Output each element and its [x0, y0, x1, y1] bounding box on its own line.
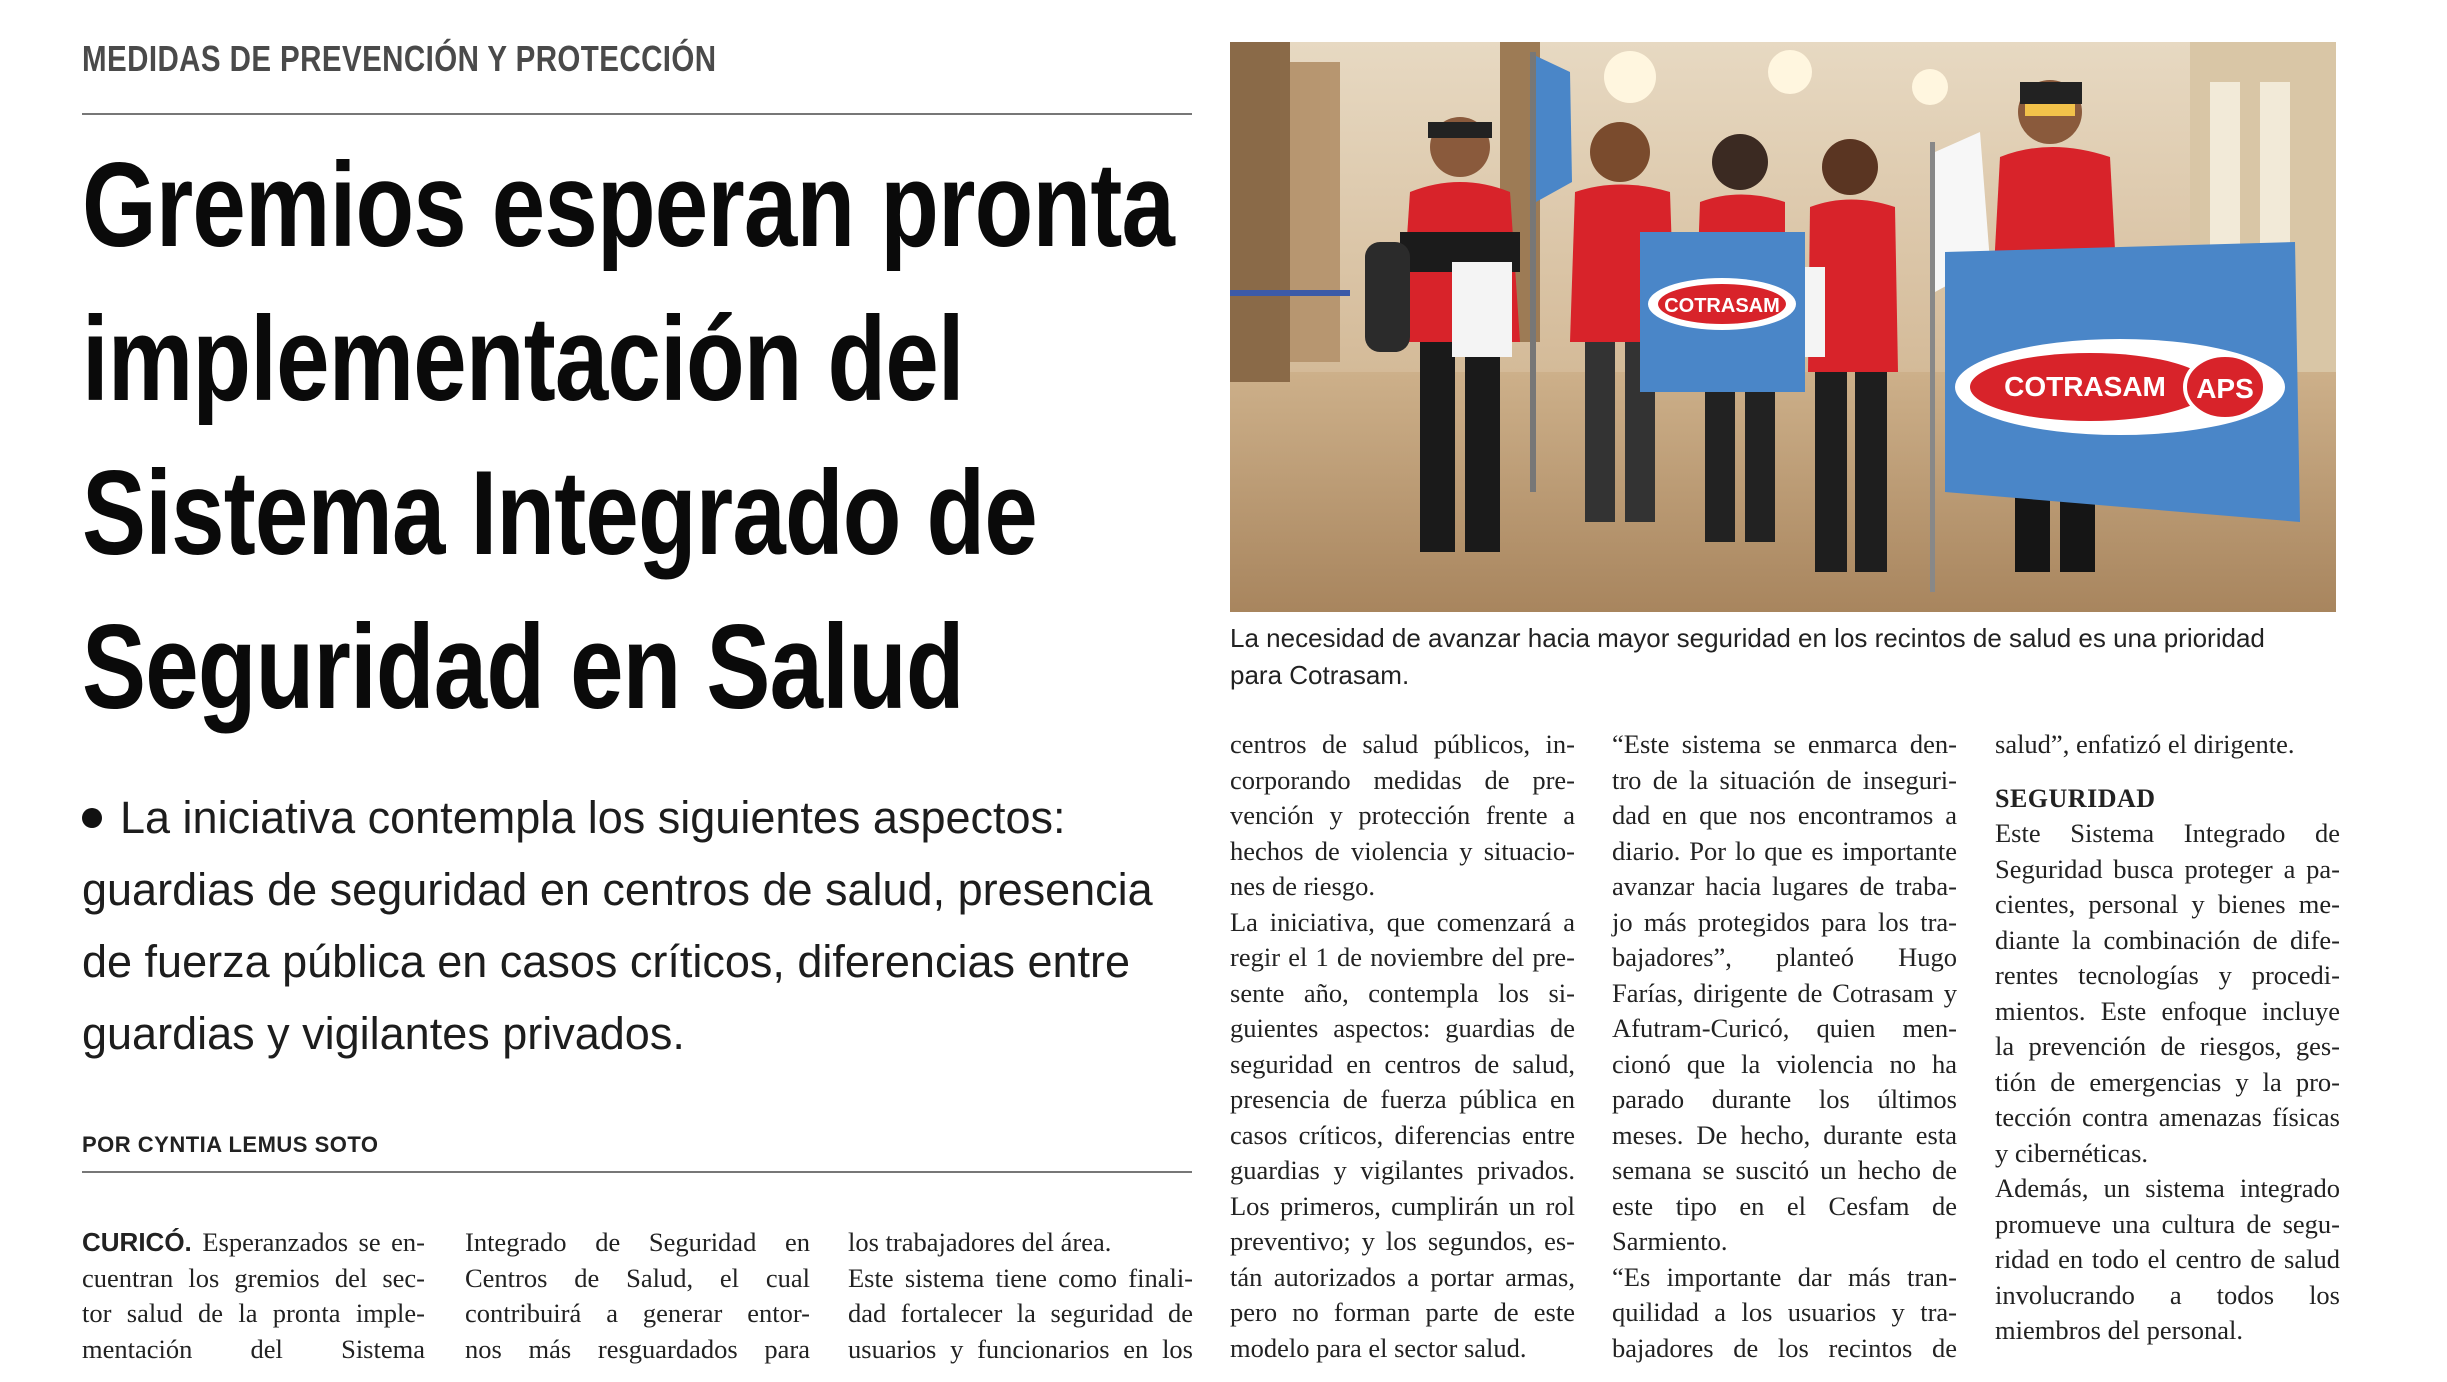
column-line: Afutram-Curicó, quien men- — [1612, 1013, 1957, 1043]
column-line: Este sistema tiene como finali- — [848, 1262, 1193, 1293]
headline-line: Gremios esperan pronta — [82, 138, 1175, 272]
article-column-2 — [465, 1225, 810, 1367]
column-line: Los primeros, cumplirán un rol — [1230, 1190, 1575, 1221]
column-line: Seguridad busca proteger a pa- — [1995, 853, 2340, 884]
subhead-line: guardias y vigilantes privados. — [82, 1008, 685, 1059]
caption-line: La necesidad de avanzar hacia mayor seguridad en los recintos de salud es una prioridad — [1230, 623, 2265, 653]
column-line: y cibernéticas. — [1995, 1137, 2149, 1168]
headline-line: Seguridad en Salud — [82, 600, 964, 734]
column-line: Centros de Salud, el cual — [465, 1262, 810, 1293]
svg-text:APS: APS — [2196, 373, 2254, 404]
byline: POR CYNTIA LEMUS SOTO — [82, 1132, 379, 1157]
column-line: “Es importante dar más tran- — [1612, 1261, 1957, 1292]
column-line: sente año, contempla los si- — [1230, 977, 1575, 1008]
column-line: parado durante los últimos — [1612, 1084, 1957, 1114]
column-line: Este Sistema Integrado de — [1995, 818, 2340, 848]
column-line: cuentran los gremios del sec- — [82, 1262, 425, 1293]
column-line: bajadores de los recintos de — [1612, 1332, 1957, 1363]
column-line: pero no forman parte de este — [1230, 1297, 1575, 1327]
column-line: tión de emergencias y la pro- — [1995, 1066, 2340, 1097]
column-line: salud”, enfatizó el dirigente. — [1995, 729, 2295, 759]
column-line: los trabajadores del área. — [848, 1227, 1112, 1257]
column-line: contribuirá a generar entor- — [465, 1298, 810, 1328]
column-line: centros de salud públicos, in- — [1230, 729, 1575, 759]
column-line: este tipo en el Cesfam de — [1612, 1190, 1957, 1221]
subhead-line: La iniciativa contempla los siguientes aspectos: — [82, 782, 1202, 854]
article-column-4 — [1230, 727, 1575, 1366]
column-line: guientes aspectos: guardias de — [1230, 1013, 1575, 1043]
byline-rule — [82, 1171, 1192, 1173]
column-line: guardias y vigilantes privados. — [1230, 1155, 1575, 1185]
headline-line: implementación del — [82, 292, 964, 426]
column-line: modelo para el sector salud. — [1230, 1332, 1527, 1363]
column-line: jo más protegidos para los tra- — [1612, 906, 1957, 937]
column-line: hechos de violencia y situacio- — [1230, 835, 1575, 866]
column-line: bajadores”, planteó Hugo — [1612, 942, 1957, 972]
column-line: usuarios y funcionarios en los — [848, 1333, 1193, 1364]
news-photo — [1230, 42, 2336, 612]
column-line: dad en que nos encontramos a — [1612, 800, 1957, 830]
column-line: tán autorizados a portar armas, — [1230, 1261, 1575, 1292]
column-line: casos críticos, diferencias entre — [1230, 1119, 1575, 1150]
column-line: Además, un sistema integrado — [1995, 1173, 2340, 1203]
column-line: Farías, dirigente de Cotrasam y — [1612, 977, 1957, 1008]
column-line: avanzar hacia lugares de traba- — [1612, 871, 1957, 901]
column-line: quilidad a los usuarios y tra- — [1612, 1297, 1957, 1327]
column-line: mentación del Sistema — [82, 1333, 425, 1364]
section-kicker: MEDIDAS DE PREVENCIÓN Y PROTECCIÓN — [82, 38, 717, 79]
svg-text:COTRASAM: COTRASAM — [2004, 371, 2166, 402]
column-line: nes de riesgo. — [1230, 871, 1375, 901]
column-line: miembros del personal. — [1995, 1315, 2244, 1345]
bullet-icon — [82, 808, 102, 828]
column-line: cientes, personal y bienes me- — [1995, 889, 2340, 919]
kicker-rule — [82, 113, 1192, 115]
dateline: CURICÓ. — [82, 1227, 192, 1257]
caption-line: para Cotrasam. — [1230, 660, 1410, 690]
section-heading: SEGURIDAD — [1995, 783, 2156, 813]
article-column-3 — [848, 1225, 1193, 1367]
column-line: diario. Por lo que es importante — [1612, 835, 1957, 866]
column-line: semana se suscitó un hecho de — [1612, 1155, 1957, 1185]
column-line: tor salud de la pronta imple- — [82, 1298, 425, 1328]
column-line: involucrando a todos los — [1995, 1279, 2340, 1310]
column-line: “Este sistema se enmarca den- — [1612, 729, 1957, 759]
subhead-line: de fuerza pública en casos críticos, diferencias entre — [82, 936, 1131, 987]
column-line: seguridad en centros de salud, — [1230, 1048, 1575, 1079]
column-line: tección contra amenazas físicas — [1995, 1102, 2340, 1132]
column-line: nos más resguardados para — [465, 1333, 810, 1364]
column-line: vención y protección frente a — [1230, 800, 1575, 830]
column-line: regir el 1 de noviembre del pre- — [1230, 942, 1575, 972]
article-column-5 — [1612, 727, 1957, 1366]
column-line: meses. De hecho, durante esta — [1612, 1119, 1957, 1150]
article-column-6 — [1995, 727, 2340, 1349]
column-line: preventivo; y los segundos, es- — [1230, 1226, 1575, 1256]
headline-line: Sistema Integrado de — [82, 446, 1037, 580]
column-line: presencia de fuerza pública en — [1230, 1084, 1575, 1114]
column-line: rentes tecnologías y procedi- — [1995, 960, 2340, 990]
column-line: tro de la situación de inseguri- — [1612, 764, 1957, 795]
cotrasam-banner-right — [1945, 242, 2300, 522]
column-line: promueve una cultura de segu- — [1995, 1208, 2340, 1239]
column-line: dad fortalecer la seguridad de — [848, 1298, 1193, 1328]
article-column-1 — [82, 1225, 425, 1367]
subhead-line: guardias de seguridad en centros de salud, presencia — [82, 864, 1153, 915]
column-line: ridad en todo el centro de salud — [1995, 1244, 2340, 1274]
column-line: la prevención de riesgos, ges- — [1995, 1031, 2340, 1061]
column-line: Integrado de Seguridad en — [465, 1227, 810, 1257]
column-line: CURICÓ. Esperanzados se en- — [82, 1227, 425, 1257]
column-line: Sarmiento. — [1612, 1226, 1728, 1256]
column-line: diante la combinación de dife- — [1995, 924, 2340, 955]
svg-text:COTRASAM: COTRASAM — [1664, 295, 1780, 317]
subhead — [82, 782, 1202, 1070]
photo-caption — [1230, 620, 2350, 694]
column-line: mientos. Este enfoque incluye — [1995, 995, 2340, 1026]
column-line: corporando medidas de pre- — [1230, 764, 1575, 795]
column-line: La iniciativa, que comenzará a — [1230, 906, 1575, 937]
column-line: cionó que la violencia no ha — [1612, 1048, 1957, 1079]
headline — [82, 128, 1250, 744]
photo-illustration — [1230, 42, 2336, 612]
cotrasam-banner-left — [1640, 232, 1805, 392]
